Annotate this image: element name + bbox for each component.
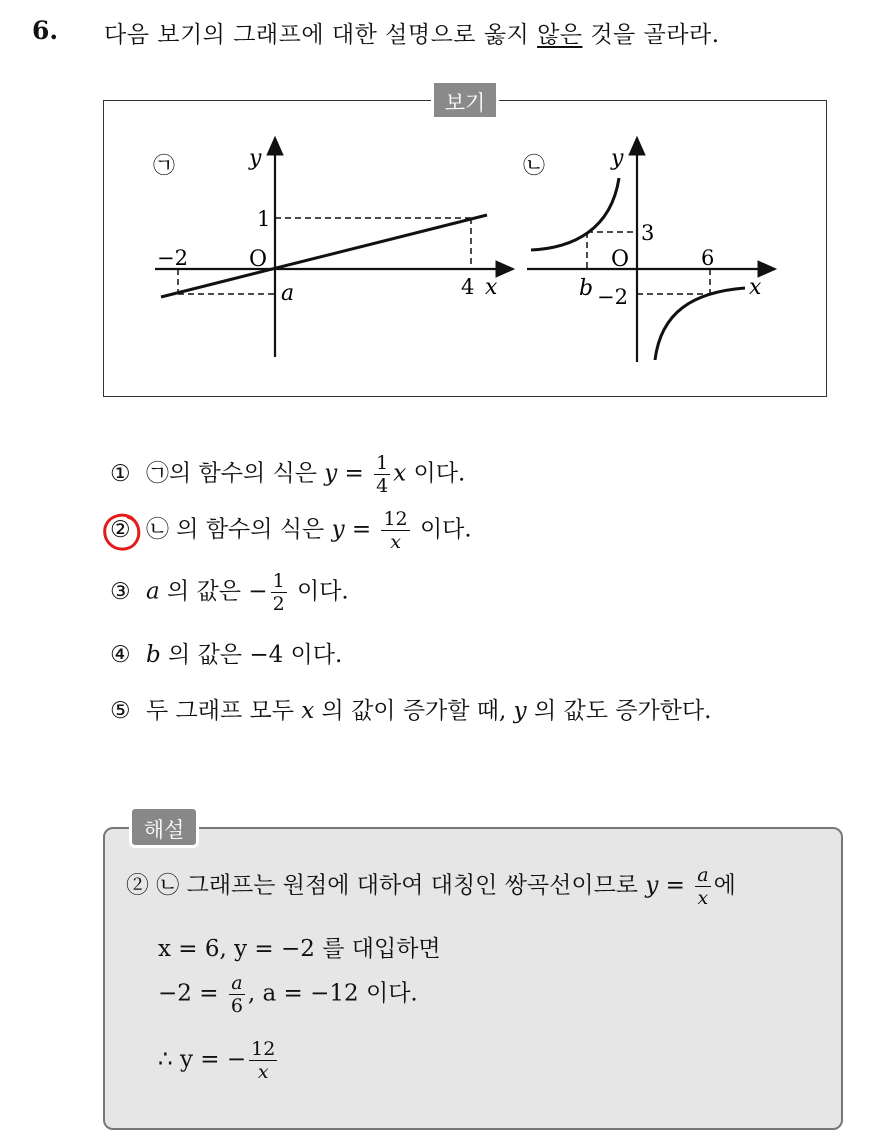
choice-3-den: 2 [272, 593, 285, 615]
choice-3-marker: ③ [110, 578, 131, 605]
solution-line-1-eq: = [658, 872, 693, 899]
choice-3-post: 이다. [289, 578, 349, 605]
question-text [104, 16, 720, 49]
choice-3-fraction [271, 570, 287, 615]
graph-1-tick-4: 4 [461, 275, 475, 299]
graph-1-label: ㉠ [153, 154, 176, 179]
graph-1-tick-a: a [281, 281, 295, 306]
choice-4-marker: ④ [110, 642, 131, 668]
solution-line-1-den: x [697, 887, 709, 909]
choice-1-den: 4 [376, 475, 389, 497]
choice-2-post: 이다. [412, 516, 472, 543]
choice-3-pre: 의 값은 − [159, 578, 268, 605]
solution-line-3-pre: −2 = [158, 980, 226, 1007]
solution-line-4-num: 12 [251, 1038, 276, 1060]
choice-1-var: y [324, 460, 338, 487]
solution-line-4 [158, 1038, 280, 1083]
choice-5-pre: 두 그래프 모두 [146, 698, 302, 724]
solution-line-4-fraction [249, 1038, 277, 1083]
graph-1 [153, 138, 513, 357]
answer-mark-circle [102, 512, 142, 552]
choice-1[interactable] [110, 452, 465, 497]
graph-2-branch-left [531, 178, 619, 250]
graph-1-origin: O [249, 247, 268, 272]
choice-2-den: x [390, 531, 401, 553]
solution-line-1-pre: ② ㉡ 그래프는 원점에 대하여 대칭인 쌍곡선이므로 [126, 872, 646, 899]
solution-line-3-fraction [229, 972, 245, 1017]
choice-5[interactable] [110, 692, 711, 725]
question-text-before: 다음 보기의 그래프에 대한 설명으로 옳지 [104, 22, 538, 48]
choice-3[interactable] [110, 570, 349, 615]
graph-1-tick-neg2: −2 [157, 246, 188, 270]
choice-2-pre: ㉡ 의 함수의 식은 [146, 516, 332, 543]
choice-2-num: 12 [383, 508, 408, 530]
choice-1-eq: = [337, 460, 372, 487]
graph-2-label: ㉡ [523, 154, 546, 179]
choice-2-marker: ② [110, 516, 131, 543]
choice-1-post: 이다. [406, 460, 466, 487]
graph-1-y-label: y [249, 146, 262, 171]
graph-2-tick-6: 6 [701, 246, 715, 270]
bogi-tag: 보기 [431, 80, 499, 120]
solution-line-1-var: y [645, 872, 659, 899]
choice-1-marker: ① [110, 460, 131, 487]
solution-line-1 [126, 864, 736, 909]
choice-2-var: y [331, 516, 345, 543]
graph-1-tick-1: 1 [257, 207, 271, 231]
choice-3-var: a [146, 578, 160, 605]
graph-2-origin: O [611, 247, 630, 272]
graph-2-x-label: x [749, 275, 762, 300]
choice-3-num: 1 [272, 570, 285, 592]
choice-4-text: 의 값은 −4 이다. [160, 642, 343, 668]
question-text-after: 것을 골라라. [582, 22, 720, 48]
choice-5-mid: 의 값이 증가할 때, [314, 698, 514, 724]
graph-1-line [161, 215, 487, 297]
choice-1-num: 1 [376, 452, 389, 474]
choice-2[interactable] [110, 508, 472, 553]
graph-2-tick-3: 3 [641, 221, 655, 245]
choice-5-post: 의 값도 증가한다. [526, 698, 712, 724]
bogi-graphs [103, 120, 827, 390]
graph-2-tick-neg2: −2 [597, 285, 628, 309]
choice-5-var1: x [301, 698, 315, 724]
solution-line-3-num: a [229, 972, 245, 995]
question-text-underlined: 않은 [537, 22, 583, 48]
choice-4-var: b [146, 642, 161, 668]
graph-2-tick-b: b [579, 276, 594, 301]
solution-line-2: x = 6, y = −2 를 대입하면 [158, 936, 441, 962]
choice-1-post-var: x [393, 460, 407, 487]
choice-5-marker: ⑤ [110, 698, 131, 724]
solution-line-3-den: 6 [230, 995, 243, 1017]
graph-2-branch-right [655, 288, 745, 360]
choice-2-eq: = [344, 516, 379, 543]
solution-line-1-num: a [697, 864, 709, 886]
solution-line-3 [158, 972, 418, 1017]
solution-line-4-den: x [257, 1061, 269, 1083]
solution-line-3-post: , a = −12 이다. [247, 980, 418, 1007]
choice-2-fraction [381, 508, 409, 553]
choice-1-pre: ㉠의 함수의 식은 [146, 460, 325, 487]
solution-tag: 해설 [129, 806, 199, 848]
solution-line-4-pre: ∴ y = − [158, 1046, 247, 1073]
graph-2 [523, 138, 775, 362]
solution-line-1-fraction [695, 864, 710, 909]
question-number: 6. [32, 16, 59, 45]
choice-1-fraction [374, 452, 390, 497]
choice-5-var2: y [513, 698, 527, 724]
graph-2-y-label: y [611, 146, 624, 171]
solution-line-1-post: 에 [713, 872, 736, 899]
graph-1-x-label: x [485, 275, 498, 300]
choice-4[interactable] [110, 636, 342, 669]
